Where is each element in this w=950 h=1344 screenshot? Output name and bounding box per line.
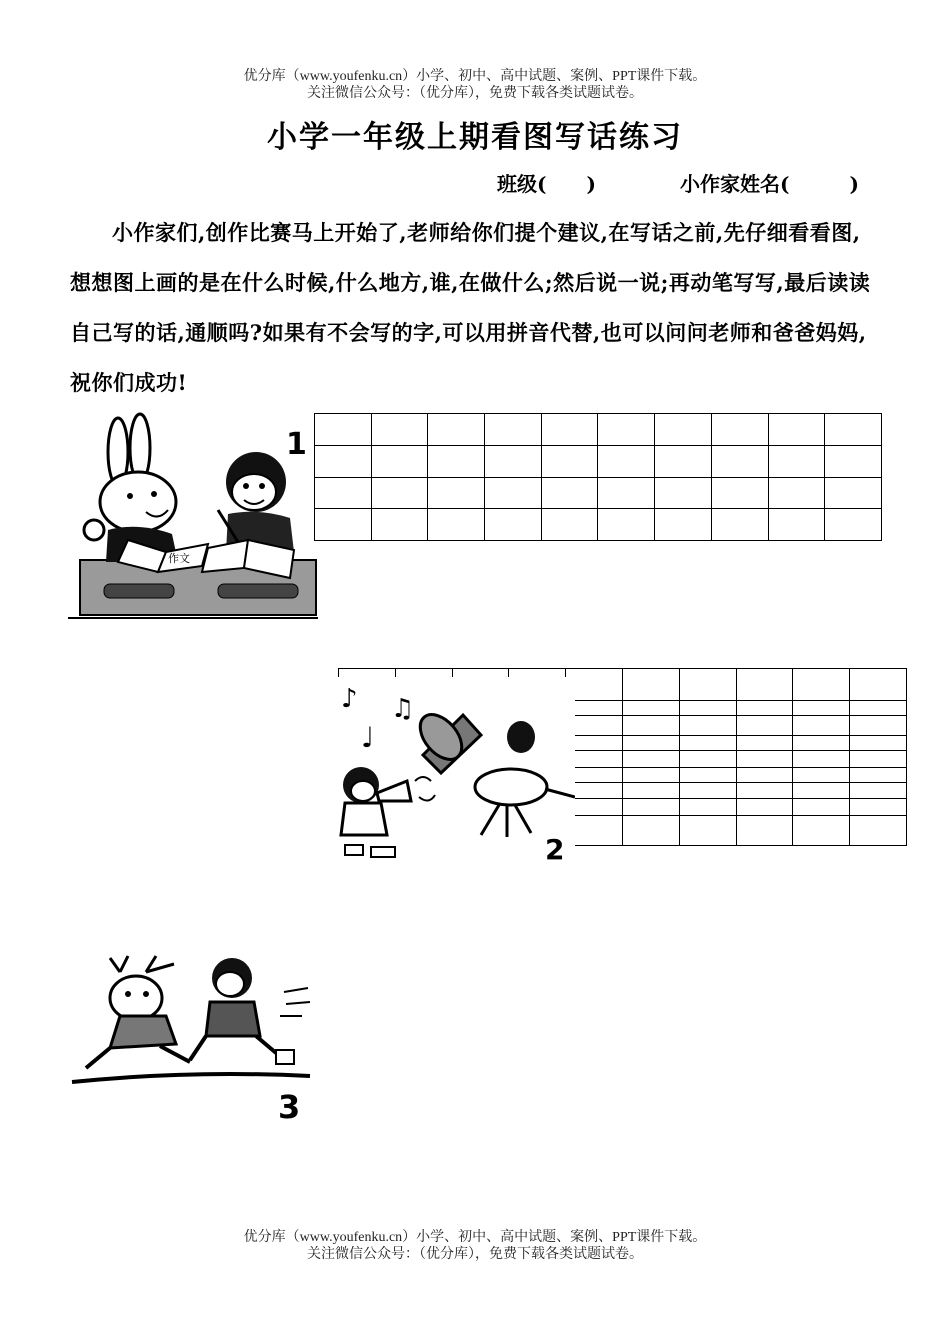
svg-text:♫: ♫ <box>391 694 415 724</box>
book-label: 作文 <box>168 552 190 565</box>
footer-line-1: 优分库（www.youfenku.cn）小学、初中、高中试题、案例、PPT课件下载。 <box>243 1230 707 1245</box>
writing-grid-1[interactable] <box>314 413 882 541</box>
page-title: 小学一年级上期看图写话练习 <box>267 120 683 155</box>
svg-text:♩: ♩ <box>361 721 375 754</box>
instructions-paragraph: 小作家们,创作比赛马上开始了,老师给你们提个建议,在写话之前,先仔细看看图,想想图上画的是在什么时候,什么地方,谁,在做什么;然后说一说;再动笔写写,最后读读自己写的话,通顺吗?如果有不会写的字,可以用拼音代替,也可以问问老师和爸爸妈妈,祝你们成功! <box>70 220 871 395</box>
footer-line-2: 关注微信公众号：（优分库），免费下载各类试题试卷。 <box>307 1247 643 1262</box>
svg-text:♪: ♪ <box>341 684 358 714</box>
picture-2-music <box>331 677 575 869</box>
header-line-2: 关注微信公众号：（优分库），免费下载各类试题试卷。 <box>307 86 643 101</box>
author-name-label: 小作家姓名( ) <box>680 172 859 196</box>
picture-2-number: 2 <box>545 833 565 866</box>
picture-3-number: 3 <box>278 1088 301 1122</box>
picture-1-number: 1 <box>286 427 307 462</box>
picture-3-running <box>70 952 320 1122</box>
picture-1-rabbit-monkey <box>68 412 318 622</box>
class-label: 班级( ) <box>497 172 596 196</box>
header-line-1: 优分库（www.youfenku.cn）小学、初中、高中试题、案例、PPT课件下载。 <box>243 69 707 84</box>
